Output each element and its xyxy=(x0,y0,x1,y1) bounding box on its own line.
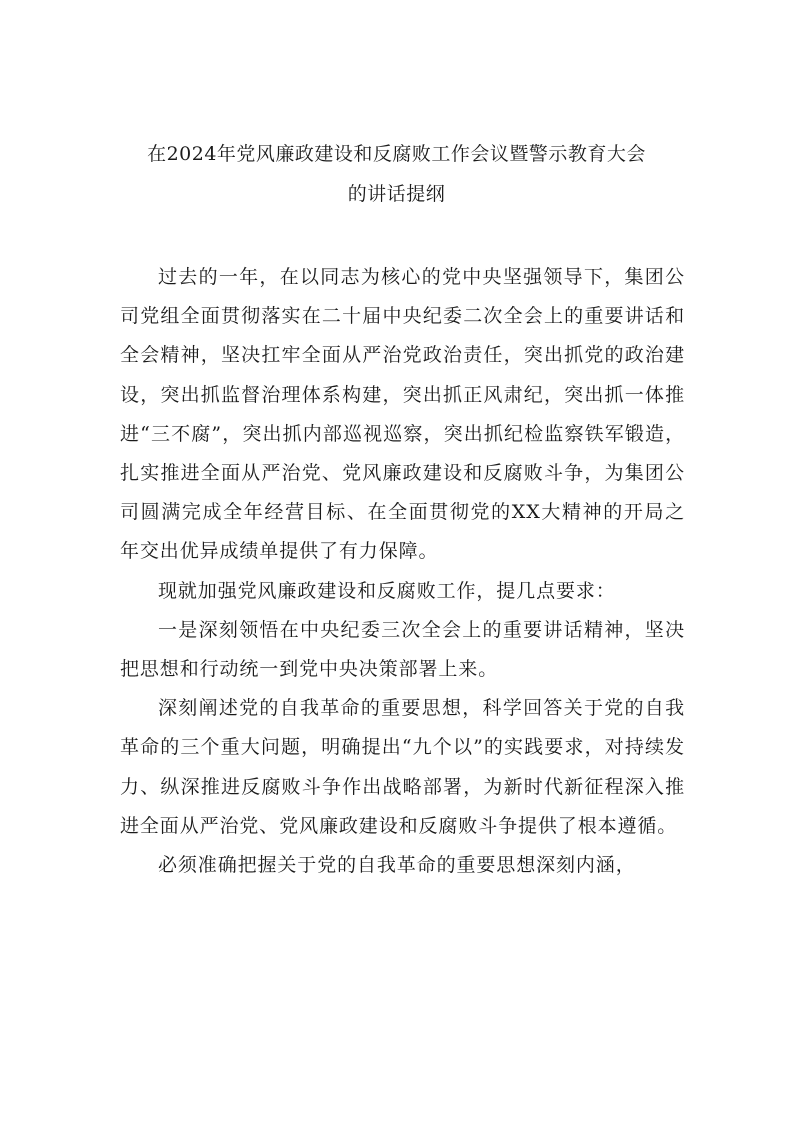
title-line-2: 的讲话提纲 xyxy=(347,183,446,205)
paragraph-point-one: 一是深刻领悟在中央纪委三次全会上的重要讲话精神，坚决把思想和行动统一到党中央决策部署上来。 xyxy=(120,618,685,681)
title-line-1: 在2024年党风廉政建设和反腐败工作会议暨警示教育大会 xyxy=(147,143,646,165)
document-body xyxy=(120,258,685,885)
paragraph-requirements-intro: 现就加强党风廉政建设和反腐败工作，提几点要求： xyxy=(158,579,616,602)
paragraph-review: 过去的一年，在以同志为核心的党中央坚强领导下，集团公司党组全面贯彻落实在二十届中央纪委二次全会上的重要讲话和全会精神，坚决扛牢全面从严治党政治责任，突出抓党的政治建设，突出抓监督治理体系构建，突出抓正风肃纪，突出抓一体推进“三不腐”，突出抓内部巡视巡察，突出抓纪检监察铁军锻造，扎实推进全面从严治党、党风廉政建设和反腐败斗争，为集团公司圆满完成全年经营目标、在全面贯彻党的XX大精神的开局之年交出优异成绩单提供了有力保障。 xyxy=(120,266,685,563)
paragraph-self-revolution: 深刻阐述党的自我革命的重要思想，科学回答关于党的自我革命的三个重大问题，明确提出“九个以”的实践要求，对持续发力、纵深推进反腐败斗争作出战略部署，为新时代新征程深入推进全面从严治党、党风廉政建设和反腐败斗争提供了根本遵循。 xyxy=(120,697,685,837)
paragraph-grasp-connotation: 必须准确把握关于党的自我革命的重要思想深刻内涵， xyxy=(158,854,636,877)
document-title xyxy=(100,134,693,214)
